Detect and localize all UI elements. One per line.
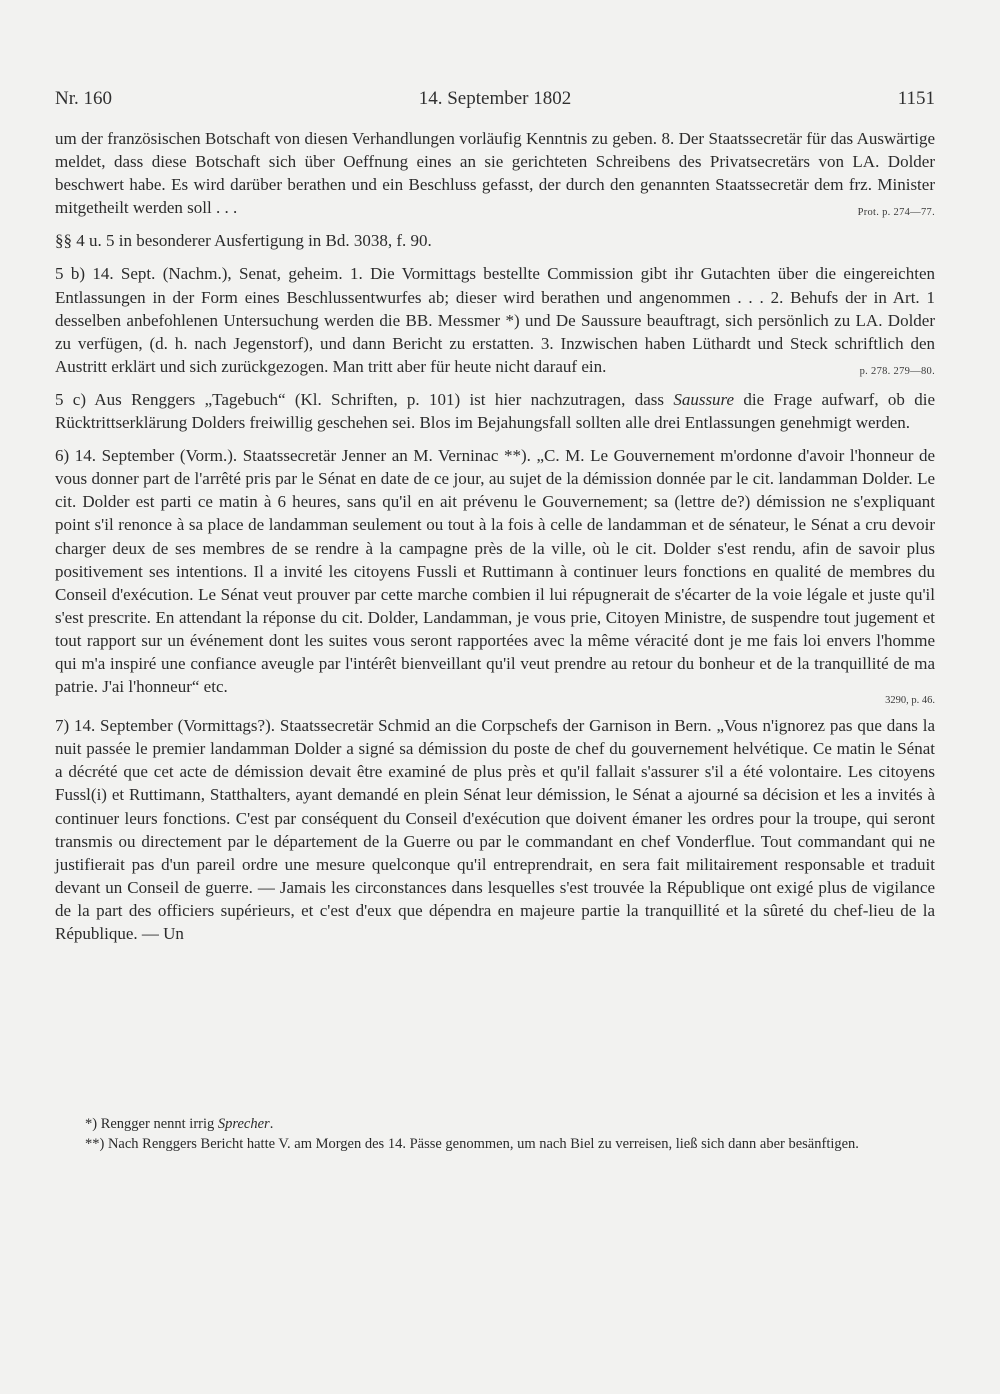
paragraph-5b — [55, 262, 935, 377]
paragraph-5c — [55, 388, 935, 434]
paragraph-text: 7) 14. September (Vormittags?). Staatssecretär Schmid an die Corpschefs der Garnison in Bern. „Vous n'ignorez pas que dans la nuit passée le premier landamman Dolder a signé sa démission du poste de chef du gouvernement helvétique. Ce matin le Sénat a décrété que cet acte de démission devait être examiné de plus près et qu'il fallait s'assurer s'il a été volontaire. Les citoyens Fussl(i) et Ruttimann, Statthalters, ayant demandé en plein Sénat leur démission, le Sénat a ajourné sa décision et les a invités à continuer leurs fonctions. C'est par conséquent du Conseil d'exécution que doivent émaner les ordres pour la troupe, qui seront transmis ou directement par le département de la Guerre ou par le commandant en chef Vonderflue. Tout commandant qui ne justifierait pas d'un pareil ordre une mesure quelconque qu'il entreprendrait, en sera fait militairement responsable et traduit devant un Conseil de guerre. — Jamais les circonstances dans lesquelles s'est trouvée la République ont exigé plus de vigilance de la part des officiers supérieurs, et c'est d'eux que dépendra en majeure partie la tranquillité et la sûreté du chef-lieu de la République. — Un — [55, 716, 935, 943]
footnote-1 — [55, 1115, 935, 1135]
paragraph-text: §§ 4 u. 5 in besonderer Ausfertigung in Bd. 3038, f. 90. — [55, 231, 432, 251]
paragraph-section-note — [55, 229, 935, 252]
paragraph-text: die Frage aufwarf, ob die Rücktrittserklärung Dolders freiwillig geschehen sei. Blos im Bejahungsfall sollten alle drei Entlassungen genehmigt werden. — [55, 389, 935, 433]
document-body — [55, 127, 935, 955]
paragraph-text: 6) 14. September (Vorm.). Staatssecretär Jenner an M. Verninac **). „C. M. Le Gouvernement m'ordonne d'avoir l'honneur de vous donner part de l'arrêté pris par le Sénat en date de ce jour, au sujet de la démission donnée par le cit. landamman Dolder. Le cit. Dolder est parti ce matin à 6 heures, sans qu'il en ait prévenu le Gouvernement; sa (lettre de?) démission ne s'expliquant point s'il renonce à sa place de landamman seulement ou tout à la fois à celle de landamman et de sénateur, le Sénat a cru devoir charger deux de ses membres de se rendre à la campagne près de la ville, où le cit. Dolder s'est rendu, afin de savoir plus positivement ses intentions. Il a invité les citoyens Fussli et Ruttimann à continuer leurs fonctions en qualité de membres du Conseil d'exécution. Le Sénat veut prouver par cette marche combien il lui répugnerait de s'écarter de la voie légale et juste qu'il s'est prescrite. En attendant la réponse du cit. Dolder, Landamman, je vous prie, Citoyen Ministre, de suspendre tout jugement et tout rapport sur un événement dont les suites vous seront rapportées avec la même véracité dont je me fais loi envers l'homme qui m'a inspiré une confiance aveugle par l'intérêt bienveillant qu'il veut prendre au retour du bonheur et de la tranquillité de ma patrie. J'ai l'honneur“ etc. — [55, 446, 935, 697]
paragraph-text: 5 b) 14. Sept. (Nachm.), Senat, geheim. 1. Die Vormittags bestellte Commission gibt ihr Gutachten über die eingereichten Entlassungen in der Form eines Beschlussentwurfes ab; dieser wird berathen und angenommen . . . 2. Behufs der in Art. 1 desselben anbefohlenen Untersuchung werden die BB. Messmer *) und De Saussure beauftragt, sich persönlich zu LA. Dolder zu verfügen, (d. h. nach Jegenstorf), und dann Bericht zu erstatten. 3. Inzwischen haben Lüthardt und Steck schriftlich den Austritt erklärt und sich zurückgezogen. Man tritt aber für heute nicht darauf ein. — [55, 264, 935, 376]
paragraph-7 — [55, 714, 935, 945]
source-reference: 3290, p. 46. — [885, 695, 935, 707]
paragraph-text: um der französischen Botschaft von diesen Verhandlungen vorläufig Kenntnis zu geben. 8. Der Staatssecretär für das Auswärtige meldet, dass diese Botschaft sich über Oeffnung eines an sie gerichteten Schreibens des Privatsecretärs von LA. Dolder beschwert habe. Es wird darüber berathen und ein Beschluss gefasst, der durch den genannten Staatssecretär dem frz. Minister mitgetheilt werden soll . . . — [55, 129, 935, 218]
header-date: 14. September 1802 — [418, 88, 572, 109]
paragraph-continuation — [55, 127, 935, 219]
footnote-2 — [55, 1135, 935, 1155]
footnote-text: **) Nach Renggers Bericht hatte V. am Morgen des 14. Pässe genommen, um nach Biel zu verreisen, ließ sich dann aber besänftigen. — [85, 1135, 859, 1152]
page-header — [55, 88, 935, 118]
paragraph-text: 5 c) Aus Renggers „Tagebuch“ (Kl. Schriften, p. 101) ist hier nachzutragen, dass — [55, 389, 674, 409]
paragraph-6 — [55, 444, 935, 698]
document-number: Nr. 160 — [55, 88, 112, 109]
source-reference: Prot. p. 274—77. — [857, 207, 935, 219]
footnote-text: *) Rengger nennt irrig — [85, 1116, 218, 1132]
source-reference: p. 278. 279—80. — [859, 365, 935, 377]
footnote-text: . — [269, 1116, 274, 1132]
emphasis-name: Saussure — [673, 389, 735, 409]
footnotes — [55, 1115, 935, 1154]
page-number: 1151 — [897, 88, 935, 109]
emphasis-name: Sprecher — [217, 1116, 270, 1132]
